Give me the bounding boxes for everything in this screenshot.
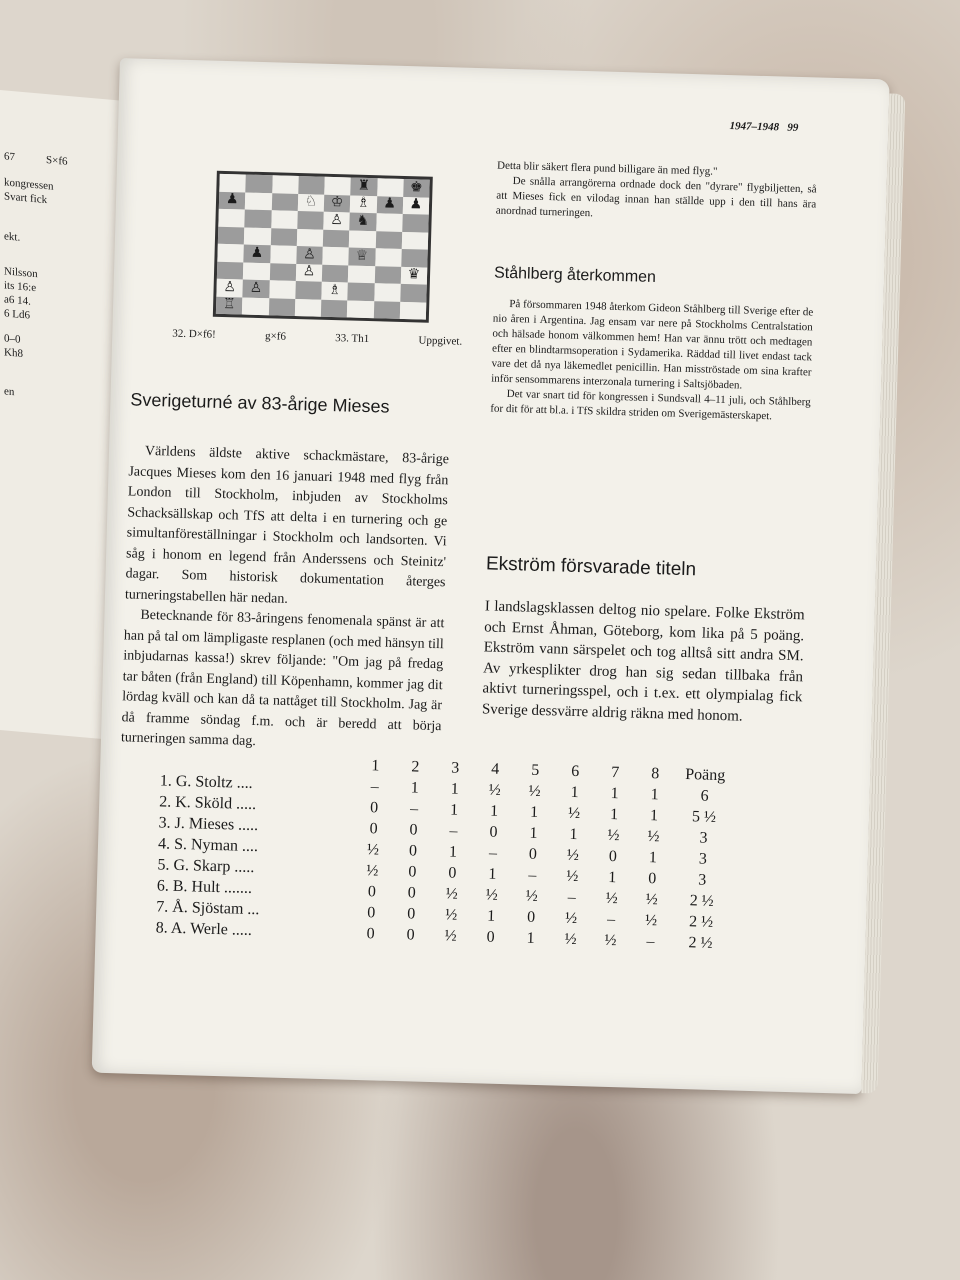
- chess-diagram: [172, 170, 467, 348]
- score-cell: 0: [526, 908, 536, 926]
- board-square: [218, 209, 245, 227]
- score-cell: 1: [529, 803, 539, 821]
- board-square: [350, 212, 377, 230]
- left-fragment: kongressen: [4, 176, 54, 193]
- chess-piece-icon: ♖: [222, 297, 236, 313]
- score-cell: 1: [526, 929, 535, 947]
- board-square: [296, 263, 323, 281]
- board-square: [377, 178, 404, 196]
- score-cell: 0: [408, 841, 418, 860]
- chess-piece-icon: ♙: [302, 246, 316, 263]
- book-page: [92, 58, 890, 1094]
- player-name: 1. G. Stoltz ....: [159, 771, 253, 792]
- player-name: 6. B. Hult .......: [156, 876, 253, 897]
- page-header: [729, 120, 798, 134]
- caption-move: 33. Th1: [335, 332, 370, 346]
- board-square: [242, 297, 269, 315]
- score-cell: 1: [489, 802, 499, 820]
- board-square: [219, 174, 246, 192]
- tournament-table: [155, 749, 800, 956]
- score-cell: 1: [570, 783, 579, 801]
- board-square: [297, 211, 324, 229]
- board-square: [244, 227, 271, 245]
- board-square: [400, 284, 427, 302]
- score-cell: ½: [566, 867, 579, 885]
- board-square: [350, 195, 377, 213]
- player-name: 8. A. Werle .....: [155, 918, 253, 939]
- score-cell: 0: [367, 882, 377, 900]
- score-cell: ½: [485, 886, 499, 904]
- score-cell: 1: [486, 907, 496, 925]
- points-cell: 6: [700, 787, 709, 805]
- board-square: [403, 196, 430, 214]
- board-square: [217, 244, 244, 262]
- paragraph: I landslagsklassen deltog nio spelare. Folke Ekström och Ernst Åhman, Göteborg, kom lika på 5 poäng. Ekström vann särspelet och tog alltså sitt andra SM. Av yrkesplikter drog han sig sedan tillbaka från aktivt turneringsspel, och i t.ex. ett olympialag fick Sverige dessvärre aldrig räkna med honom.: [481, 598, 805, 725]
- score-cell: ½: [564, 909, 578, 927]
- score-cell: 0: [369, 819, 378, 837]
- mieses-title: Sverigeturné av 83-årige Mieses: [130, 389, 390, 417]
- board-square: [297, 229, 324, 247]
- page-edge: [861, 93, 905, 1093]
- chess-piece-icon: ♘: [304, 194, 318, 210]
- board-square: [402, 231, 429, 249]
- stahlberg-title: Ståhlberg återkommen: [493, 264, 657, 287]
- chess-piece-icon: ♕: [355, 248, 369, 264]
- chess-piece-icon: ♟: [225, 192, 239, 208]
- player-name: 5. G. Skarp .....: [157, 855, 255, 876]
- score-cell: 1: [529, 824, 538, 842]
- score-cell: 1: [449, 801, 459, 819]
- points-cell: 5 ½: [691, 807, 717, 826]
- board-square: [401, 266, 428, 284]
- points-cell: 2 ½: [689, 891, 714, 910]
- left-fragment: its 16:e: [4, 279, 37, 295]
- points-cell: 2 ½: [688, 933, 713, 952]
- paragraph: Det var snart tid för kongressen i Sundsvall 4–11 juli, och Ståhlberg for dit för att bl.a. i TfS skildra striden om Sverigemästerskapet.: [490, 387, 811, 423]
- score-cell: –: [488, 844, 498, 862]
- header-years: 1947–1948: [729, 120, 780, 134]
- table-header-cell: 7: [611, 763, 620, 781]
- top-right-body: [496, 159, 818, 228]
- score-cell: 0: [489, 823, 498, 841]
- points-cell: 2 ½: [688, 912, 714, 931]
- left-fragment: S×f6: [46, 154, 68, 168]
- left-fragment: a6 14.: [4, 293, 31, 308]
- board-square: [322, 247, 349, 265]
- score-cell: 1: [648, 848, 658, 866]
- score-cell: ½: [564, 930, 577, 948]
- board-square: [295, 298, 322, 316]
- score-cell: ½: [647, 827, 660, 845]
- score-cell: ½: [566, 846, 580, 864]
- stahlberg-body: [490, 297, 813, 426]
- board-square: [298, 176, 325, 194]
- board-square: [376, 213, 403, 231]
- score-cell: –: [528, 866, 537, 884]
- score-cell: 0: [648, 869, 657, 887]
- points-cell: 3: [698, 849, 708, 868]
- player-name: 2. K. Sköld .....: [159, 792, 257, 813]
- board-square: [218, 226, 245, 244]
- board-square: [375, 248, 402, 266]
- board-square: [298, 194, 325, 212]
- player-name: 3. J. Mieses .....: [158, 813, 259, 834]
- score-cell: 0: [408, 862, 417, 881]
- chess-piece-icon: ♙: [330, 212, 344, 229]
- chess-piece-icon: ♛: [407, 267, 421, 283]
- caption-result: Uppgivet.: [418, 334, 463, 348]
- crosstable: [155, 749, 735, 954]
- score-cell: –: [646, 932, 655, 950]
- score-cell: 1: [569, 825, 578, 843]
- board-square: [321, 299, 348, 317]
- score-cell: 0: [406, 904, 416, 923]
- score-cell: ½: [525, 887, 539, 905]
- score-cell: –: [606, 910, 616, 928]
- board-square: [243, 262, 270, 280]
- table-header-cell: 2: [411, 757, 420, 776]
- board-square: [244, 245, 271, 263]
- diagram-caption: [172, 328, 462, 348]
- paragraph: Världens äldste aktive schackmästare, 83-årige Jacques Mieses kom den 16 januari 1948 med flyg från London till Stockholm, inbjuden av Stockholms Schacksällskap och TfS att delta i en turnering och ge simultanföreställningar i Stockholm och landsorten. Vi såg i honom en legend från Anderssens och Steinitz' dagar. Som historisk dokumentation återges turneringstabellen här nedan.: [124, 443, 450, 607]
- score-cell: ½: [607, 826, 620, 844]
- left-fragment: 6 Ld6: [4, 307, 30, 322]
- score-cell: 1: [609, 805, 619, 823]
- caption-move: 32. D×f6!: [172, 327, 216, 341]
- score-cell: ½: [366, 861, 379, 880]
- player-name: 7. Å. Sjöstam ...: [156, 897, 260, 918]
- board-square: [269, 263, 296, 281]
- chess-piece-icon: ♚: [409, 179, 423, 196]
- left-fragment: Nilsson: [4, 265, 38, 281]
- score-cell: 1: [448, 842, 458, 861]
- left-fragment: Svart fick: [4, 190, 48, 207]
- page-number: 99: [787, 121, 799, 134]
- board-square: [401, 249, 428, 267]
- score-cell: 0: [406, 925, 415, 944]
- chess-piece-icon: ♟: [383, 196, 397, 213]
- board-square: [402, 214, 429, 232]
- board-square: [219, 191, 246, 209]
- score-cell: 0: [608, 847, 618, 865]
- left-fragment: en: [4, 385, 15, 399]
- board-square: [322, 264, 349, 282]
- ekstrom-body: [482, 596, 805, 728]
- board-square: [295, 281, 322, 299]
- paragraph: Betecknande för 83-åringens fenomenala spänst är att han på tal om lämpligaste resplanen (och med hänsyn till inbjudarnas kassa!) skrev följande: "Om jag på fredag tar båten (från England) till Köpenhamn, kommer jag dit lördag kväll och kan då ta nattåget till Stockholm. Jag är då framme söndag f.m. och är beredd att börja turneringen samma dag.: [120, 607, 445, 750]
- mieses-body: [121, 441, 449, 757]
- player-name: 4. S. Nyman ....: [157, 834, 259, 855]
- score-cell: –: [567, 888, 576, 906]
- caption-move: g×f6: [264, 330, 287, 343]
- board-square: [374, 266, 401, 284]
- board-square: [271, 210, 298, 228]
- chess-piece-icon: ♟: [409, 197, 423, 213]
- score-cell: 1: [450, 780, 459, 798]
- chess-piece-icon: ♙: [302, 264, 316, 280]
- board-square: [217, 261, 244, 279]
- score-cell: –: [370, 777, 379, 796]
- score-cell: ½: [444, 905, 458, 924]
- score-cell: ½: [644, 911, 658, 929]
- score-cell: ½: [604, 931, 617, 949]
- board-square: [373, 301, 400, 319]
- board-square: [296, 246, 323, 264]
- board-square: [347, 300, 374, 318]
- board-square: [216, 296, 243, 314]
- score-cell: –: [409, 799, 419, 818]
- table-header-cell: 5: [531, 761, 540, 779]
- board-square: [323, 212, 350, 230]
- score-cell: 1: [649, 806, 659, 824]
- board-square: [323, 229, 350, 247]
- board-square: [349, 230, 376, 248]
- table-header-cell: 6: [571, 762, 580, 780]
- board-square: [268, 298, 295, 316]
- board-square: [348, 282, 375, 300]
- board-square: [351, 177, 378, 195]
- ekstrom-title: Ekström försvarade titeln: [485, 553, 697, 581]
- board-square: [324, 177, 351, 195]
- score-cell: 0: [448, 863, 457, 882]
- score-cell: ½: [567, 804, 581, 822]
- chess-board: [213, 171, 433, 323]
- chess-piece-icon: ♔: [330, 195, 344, 211]
- board-square: [374, 283, 401, 301]
- table-header-cell: 4: [491, 760, 500, 778]
- left-fragment: Kh8: [4, 346, 23, 361]
- chess-piece-icon: ♙: [249, 280, 263, 296]
- chess-piece-icon: ♙: [223, 279, 237, 296]
- table-header-cell: Poäng: [684, 765, 726, 784]
- board-square: [245, 192, 272, 210]
- score-cell: ½: [445, 884, 459, 903]
- board-square: [272, 175, 299, 193]
- chess-piece-icon: ♜: [357, 178, 371, 194]
- chess-piece-icon: ♞: [356, 213, 370, 229]
- left-fragment: 67: [4, 150, 15, 164]
- board-square: [324, 194, 351, 212]
- table-header-cell: 8: [651, 764, 660, 782]
- board-square: [243, 280, 270, 298]
- board-square: [271, 193, 298, 211]
- table-header-cell: 3: [451, 759, 460, 777]
- board-square: [270, 245, 297, 263]
- board-square: [246, 175, 273, 193]
- board-square: [321, 282, 348, 300]
- paragraph: De snålla arrangörerna ordnade dock den "dyrare" flygbiljetten, så att Mieses fick en vilodag innan han ställde upp i den till hans ära anordnad turneringen.: [495, 175, 817, 220]
- score-cell: ½: [528, 782, 541, 800]
- score-cell: 1: [488, 865, 497, 883]
- score-cell: 0: [369, 798, 379, 816]
- score-cell: 1: [608, 868, 617, 886]
- points-cell: 3: [699, 828, 708, 847]
- score-cell: 0: [528, 845, 538, 863]
- board-square: [400, 301, 427, 319]
- score-cell: 0: [367, 903, 376, 921]
- board-square: [216, 279, 243, 297]
- board-square: [245, 210, 272, 228]
- score-cell: ½: [444, 926, 457, 945]
- points-cell: 3: [698, 870, 707, 889]
- paragraph: Detta blir säkert flera pund billigare än med flyg.": [496, 159, 718, 178]
- score-cell: 0: [486, 928, 495, 946]
- score-cell: 0: [409, 820, 418, 839]
- chess-piece-icon: ♗: [356, 195, 370, 212]
- score-cell: 1: [610, 784, 619, 802]
- chess-piece-icon: ♗: [328, 282, 342, 299]
- score-cell: 1: [410, 778, 419, 797]
- left-fragment: 0–0: [4, 332, 21, 346]
- score-cell: –: [449, 822, 458, 840]
- paragraph: På försommaren 1948 återkom Gideon Ståhlberg till Sverige efter de nio åren i Argentina. Jag ensam var nere på Stockholms Centralstation och hälsade honom välkommen hem! Han var ännu trött och medtagen efter en blindtarmsoperation i Sydamerika. Räddad till livet endast tack vare det då nya läkemedlet penicillin. Han misströstade om sina krafter inför sensommarens interzonala turnering i Saltsjöbaden.: [491, 297, 814, 392]
- score-cell: 1: [650, 785, 659, 803]
- score-cell: 0: [366, 924, 375, 942]
- board-square: [376, 196, 403, 214]
- board-square: [270, 228, 297, 246]
- score-cell: 0: [407, 883, 417, 902]
- table-header-cell: 1: [371, 756, 380, 775]
- score-cell: ½: [605, 889, 618, 907]
- score-cell: ½: [366, 840, 380, 859]
- left-fragment: ekt.: [4, 230, 21, 244]
- chess-piece-icon: ♟: [250, 245, 264, 261]
- board-square: [375, 231, 402, 249]
- board-square: [349, 247, 376, 265]
- board-square: [403, 179, 430, 197]
- score-cell: ½: [645, 890, 658, 908]
- board-square: [348, 265, 375, 283]
- board-square: [269, 280, 296, 298]
- score-cell: ½: [488, 781, 501, 799]
